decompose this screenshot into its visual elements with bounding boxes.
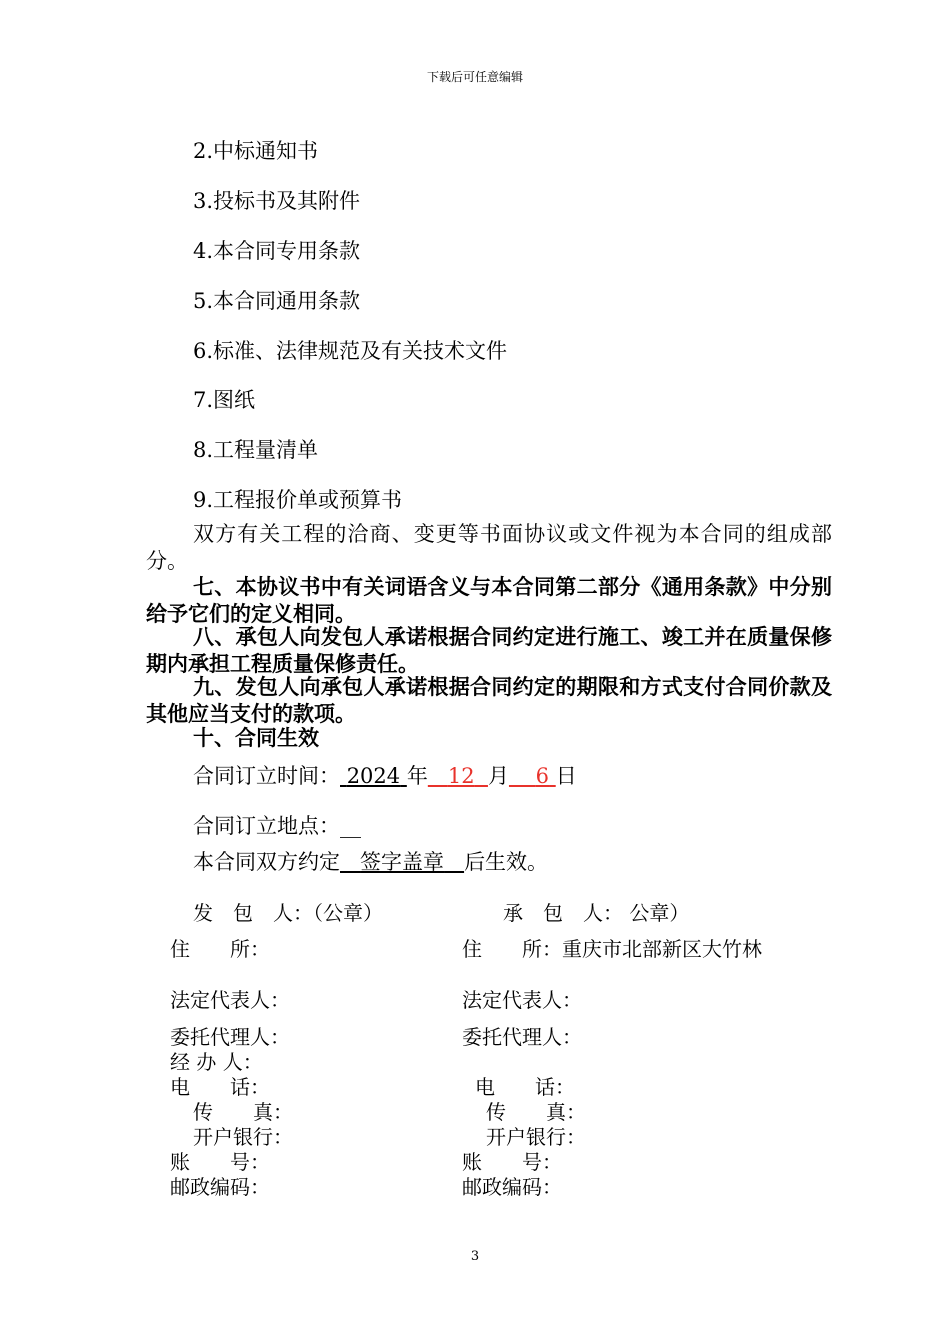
sign-date-label: 合同订立时间： xyxy=(193,764,340,788)
party-b-phone: 电 话： xyxy=(475,1075,575,1099)
party-a-bank: 开户银行： xyxy=(193,1125,293,1149)
composition-paragraph: 双方有关工程的洽商、变更等书面协议或文件视为本合同的组成部分。 xyxy=(146,522,832,573)
party-a-title: 发 包 人：（公章） xyxy=(193,901,383,925)
list-item: 5.本合同通用条款 xyxy=(193,289,361,313)
sign-place-label: 合同订立地点： xyxy=(193,814,340,838)
party-a-handler: 经 办 人： xyxy=(170,1050,263,1074)
party-b-bank: 开户银行： xyxy=(486,1125,586,1149)
sign-date-line xyxy=(193,760,577,790)
party-b-title: 承 包 人： 公章） xyxy=(503,901,690,925)
page-header: 下载后可任意编辑 xyxy=(426,70,523,84)
list-item: 2.中标通知书 xyxy=(193,139,319,163)
list-item: 3.投标书及其附件 xyxy=(193,189,361,213)
clause-10: 十、合同生效 xyxy=(193,725,319,750)
clause-8: 八、承包人向发包人承诺根据合同约定进行施工、竣工并在质量保修期内承担工程质量保修责任。 xyxy=(146,624,832,676)
list-item: 6.标准、法律规范及有关技术文件 xyxy=(193,339,508,363)
party-a-legal-rep: 法定代表人： xyxy=(170,988,290,1012)
effect-line xyxy=(193,846,548,876)
clause-9: 九、发包人向承包人承诺根据合同约定的期限和方式支付合同价款及其他应当支付的款项。 xyxy=(146,674,832,726)
page-number: 3 xyxy=(470,1249,480,1264)
party-b-agent: 委托代理人： xyxy=(462,1025,582,1049)
effect-prefix: 本合同双方约定 xyxy=(193,850,340,874)
party-a-account: 账 号： xyxy=(170,1150,270,1174)
list-item: 7.图纸 xyxy=(193,388,256,412)
party-a-fax: 传 真： xyxy=(193,1100,293,1124)
party-b-postcode: 邮政编码： xyxy=(462,1175,562,1199)
list-item: 9.工程报价单或预算书 xyxy=(193,488,403,512)
sign-place-value: __ xyxy=(340,814,361,838)
party-b-address xyxy=(462,933,762,962)
party-b-legal-rep: 法定代表人： xyxy=(462,988,582,1012)
sign-date-year: 2024 xyxy=(346,764,401,788)
list-item: 8.工程量清单 xyxy=(193,438,319,462)
party-b-address-value: 重庆市北部新区大竹林 xyxy=(562,937,762,961)
party-a-address: 住 所： xyxy=(170,937,270,961)
sign-date-month: 12 xyxy=(447,764,475,788)
sign-date-day: 6 xyxy=(535,764,550,788)
effect-value: 签字盖章 xyxy=(360,850,445,874)
list-item: 4.本合同专用条款 xyxy=(193,239,361,263)
effect-suffix: 后生效。 xyxy=(464,850,549,874)
party-a-phone: 电 话： xyxy=(170,1075,270,1099)
party-a-agent: 委托代理人： xyxy=(170,1025,290,1049)
party-b-fax: 传 真： xyxy=(486,1100,586,1124)
party-a-postcode: 邮政编码： xyxy=(170,1175,270,1199)
clause-7: 七、本协议书中有关词语含义与本合同第二部分《通用条款》中分别给予它们的定义相同。 xyxy=(146,574,832,626)
day-unit: 日 xyxy=(555,764,577,788)
month-unit: 月 xyxy=(487,764,509,788)
party-b-account: 账 号： xyxy=(462,1150,562,1174)
party-b-address-label: 住 所： xyxy=(462,937,562,961)
year-unit: 年 xyxy=(406,764,428,788)
sign-place-line xyxy=(193,810,361,840)
